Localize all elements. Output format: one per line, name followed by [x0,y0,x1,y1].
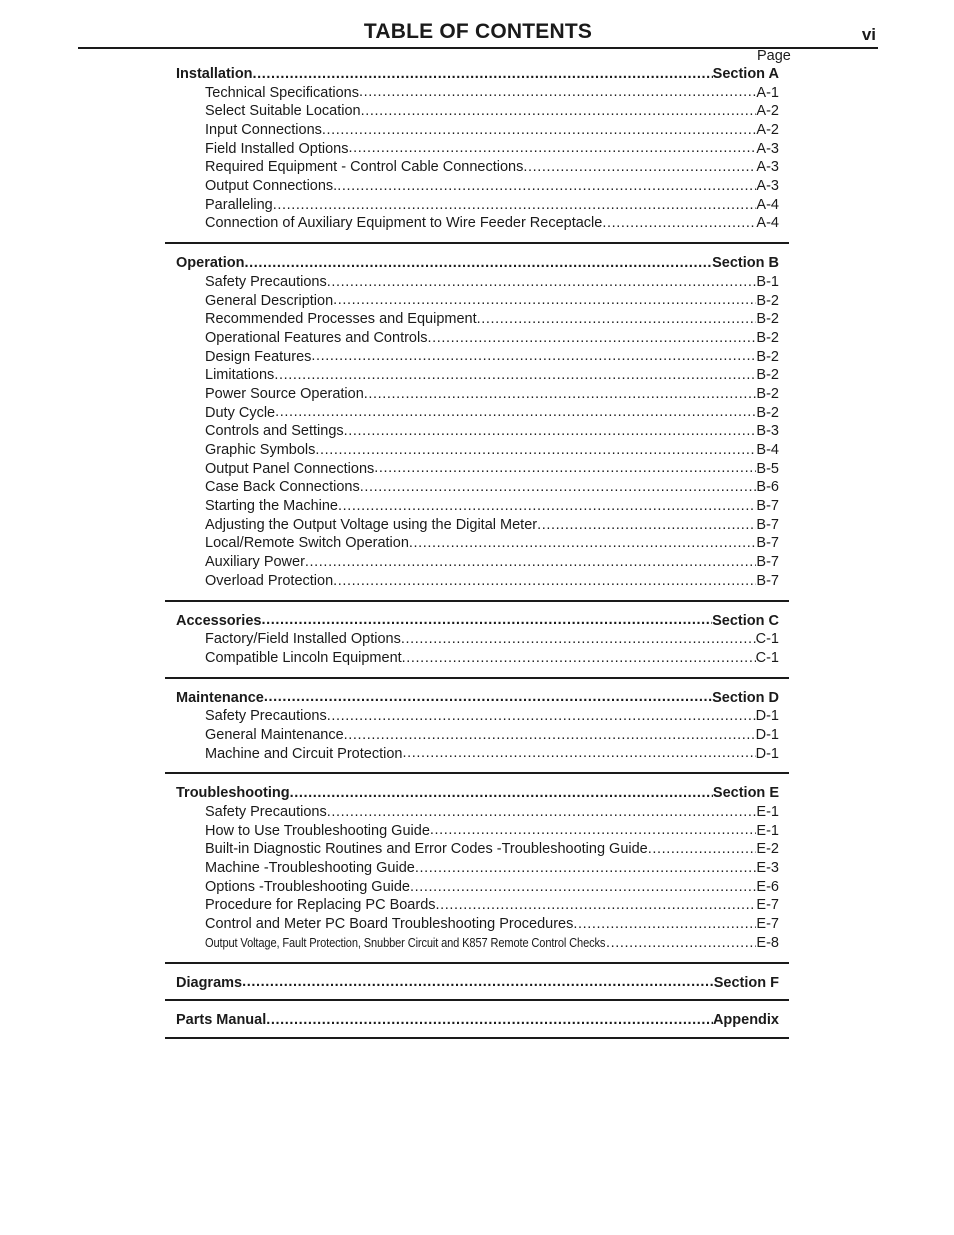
entry-page: E-3 [756,860,779,877]
entry-label: Adjusting the Output Voltage using the Digital Meter [205,516,538,533]
toc-entry[interactable] [165,102,789,121]
toc-entry[interactable] [165,535,789,554]
entry-label: Options -Troubleshooting Guide [205,878,410,895]
toc-entry[interactable] [165,915,789,934]
dot-leader [253,67,713,84]
entry-label: Procedure for Replacing PC Boards [205,897,436,914]
dot-leader [333,293,756,310]
section-page: Section B [712,255,779,272]
toc-entry[interactable] [165,292,789,311]
toc-entry[interactable] [165,329,789,348]
toc-entry[interactable] [165,422,789,441]
toc-section-heading[interactable] [165,1011,789,1030]
dot-leader [606,936,756,953]
toc-entry[interactable] [165,707,789,726]
toc-entry[interactable] [165,196,789,215]
entry-label: Connection of Auxiliary Equipment to Wire Feeder Receptacle [205,215,603,232]
toc-entry[interactable] [165,649,789,668]
dot-leader [359,85,756,102]
entry-label: Machine -Troubleshooting Guide [205,860,415,877]
entry-page: B-2 [756,404,779,421]
toc-entry[interactable] [165,310,789,329]
dot-leader [337,179,756,196]
entry-label: Controls and Settings [205,423,344,440]
dot-leader [242,975,714,992]
toc-entry[interactable] [165,84,789,103]
entry-label: Graphic Symbols [205,442,316,459]
dot-leader [402,651,756,668]
dot-leader [401,632,756,649]
toc-section [165,602,789,679]
dot-leader [305,555,757,572]
entry-page: A-4 [756,215,779,232]
entry-label: Required Equipment - Control Cable Connections [205,159,524,176]
entry-label: Technical Specifications [205,84,359,101]
toc-entry[interactable] [165,177,789,196]
entry-label: Recommended Processes and Equipment [205,311,477,328]
toc-section [165,964,789,1002]
dot-leader [311,349,756,366]
entry-label: Safety Precautions [205,708,327,725]
entry-page: B-7 [756,572,779,589]
toc-entry[interactable] [165,497,789,516]
dot-leader [244,256,712,273]
toc-entry[interactable] [165,348,789,367]
dot-leader [315,443,756,460]
entry-page: B-1 [756,273,779,290]
toc-section [165,774,789,963]
entry-page: B-7 [756,516,779,533]
section-page: Section C [712,612,779,629]
section-title: Parts Manual [176,1012,267,1029]
entry-page: B-7 [756,498,779,515]
dot-leader [344,728,756,745]
entry-page: C-1 [755,631,779,648]
page-column-label: Page [757,48,791,64]
entry-page: B-6 [756,479,779,496]
entry-page: A-3 [756,159,779,176]
dot-leader [602,216,756,233]
toc-entry[interactable] [165,460,789,479]
section-page: Section E [712,785,779,802]
entry-label: How to Use Troubleshooting Guide [205,822,430,839]
dot-leader [573,917,756,934]
toc-section-heading[interactable] [165,784,789,803]
toc-entry[interactable] [165,934,789,953]
dot-leader [344,424,757,441]
entry-label: Operational Features and Controls [205,329,428,346]
entry-page: B-2 [756,367,779,384]
section-title: Troubleshooting [176,785,290,802]
toc-entry[interactable] [165,553,789,572]
entry-page: B-2 [756,385,779,402]
entry-page: A-4 [756,196,779,213]
toc-entry[interactable] [165,140,789,159]
toc-entry[interactable] [165,897,789,916]
toc-entry[interactable] [165,441,789,460]
entry-label: Duty Cycle [205,404,276,421]
toc-entry[interactable] [165,158,789,177]
toc-entry[interactable] [165,630,789,649]
toc-entry[interactable] [165,121,789,140]
entry-label: Output Panel Connections [205,460,375,477]
dot-leader [322,123,757,140]
entry-page: B-3 [756,423,779,440]
section-title: Operation [176,255,245,272]
section-title: Accessories [176,612,262,629]
entry-label: Input Connections [205,122,322,139]
toc-entry[interactable] [165,572,789,591]
entry-label: Power Source Operation [205,385,364,402]
entry-page: E-6 [756,878,779,895]
section-page: Appendix [712,1012,779,1029]
dot-leader [523,160,756,177]
dot-leader [290,786,713,803]
toc-entry[interactable] [165,516,789,535]
entry-page: E-7 [756,897,779,914]
entry-page: E-8 [756,934,779,951]
entry-label: Field Installed Options [205,140,349,157]
page-number: vi [861,25,876,44]
toc-entry[interactable] [165,215,789,234]
entry-label: Output Connections. [205,178,338,195]
toc-entry[interactable] [165,366,789,385]
entry-label: Design Features [205,348,312,365]
entry-label: Select Suitable Location [205,103,361,120]
entry-page: D-1 [755,726,779,743]
entry-label: Compatible Lincoln Equipment [205,649,402,666]
dot-leader [327,805,757,822]
toc-entry[interactable] [165,726,789,745]
page-header [78,18,878,48]
entry-page: A-2 [756,122,779,139]
entry-page: B-2 [756,348,779,365]
toc-entry[interactable] [165,803,789,822]
toc-section-heading[interactable] [165,974,789,993]
dot-leader [415,861,757,878]
entry-label: Overload Protection [205,572,334,589]
page-title: TABLE OF CONTENTS [363,20,593,43]
toc-section-heading[interactable] [165,689,789,708]
toc-section [165,1001,789,1039]
toc-section [165,679,789,775]
section-title: Maintenance [176,689,264,706]
dot-leader [333,574,756,591]
entry-page: E-2 [756,841,779,858]
entry-label: Paralleling [205,196,273,213]
entry-page: A-2 [756,103,779,120]
toc-entry[interactable] [165,840,789,859]
entry-label: Safety Precautions [205,273,327,290]
dot-leader [274,368,756,385]
dot-leader [477,312,757,329]
entry-label: Auxiliary Power [205,554,305,571]
dot-leader [409,536,757,553]
dot-leader [436,898,757,915]
entry-page: E-7 [756,916,779,933]
entry-page: B-2 [756,292,779,309]
entry-label: Factory/Field Installed Options [205,631,401,648]
section-page: Section D [712,689,779,706]
entry-page: B-4 [756,442,779,459]
entry-page: D-1 [755,745,779,762]
dot-leader [427,331,756,348]
dot-leader [410,880,756,897]
dot-leader [338,499,756,516]
toc-section-heading[interactable] [165,254,789,273]
dot-leader [360,480,757,497]
entry-page: A-1 [756,84,779,101]
entry-page: B-7 [756,554,779,571]
toc-entry[interactable] [165,822,789,841]
entry-page: B-7 [756,535,779,552]
dot-leader [361,104,757,121]
dot-leader [327,275,757,292]
section-title: Diagrams [176,974,243,991]
entry-label: Case Back Connections [205,479,360,496]
entry-page: B-2 [756,329,779,346]
toc-entry[interactable] [165,478,789,497]
dot-leader [273,198,757,215]
entry-label: Machine and Circuit Protection [205,745,403,762]
dot-leader [537,518,756,535]
entry-page: B-5 [756,460,779,477]
toc-section [165,244,789,601]
entry-label: Limitations [205,367,275,384]
dot-leader [430,823,757,840]
entry-label: General Maintenance [205,726,344,743]
section-title: Installation [176,65,253,82]
dot-leader [364,387,757,404]
entry-label: Local/Remote Switch Operation [205,535,409,552]
toc-section [165,65,789,244]
toc-entry[interactable] [165,878,789,897]
dot-leader [374,461,756,478]
toc-entry[interactable] [165,385,789,404]
entry-page: A-3 [756,140,779,157]
entry-page: E-1 [756,804,779,821]
entry-label: Safety Precautions [205,804,327,821]
entry-page: D-1 [755,708,779,725]
dot-leader [264,690,712,707]
toc-section-heading[interactable] [165,65,789,84]
dot-leader [275,405,756,422]
section-page: Section A [712,65,779,82]
table-of-contents [165,65,789,1039]
entry-label: General Description [205,292,334,309]
entry-page: B-2 [756,311,779,328]
dot-leader [348,141,756,158]
entry-page: E-1 [756,822,779,839]
entry-page: C-1 [755,649,779,666]
section-page: Section F [713,974,779,991]
dot-leader [327,709,756,726]
dot-leader [648,842,757,859]
dot-leader [402,746,755,763]
toc-section-heading[interactable] [165,612,789,631]
dot-leader [266,1013,713,1030]
toc-entry[interactable] [165,745,789,764]
entry-label: Starting the Machine [205,498,338,515]
entry-label: Control and Meter PC Board Troubleshooting Procedures [205,916,574,933]
dot-leader [261,613,712,630]
toc-entry[interactable] [165,273,789,292]
toc-entry[interactable] [165,859,789,878]
entry-label: Built-in Diagnostic Routines and Error Codes -Troubleshooting Guide [205,841,648,858]
toc-entry[interactable] [165,404,789,423]
entry-label: Output Voltage, Fault Protection, Snubber Circuit and K857 Remote Control Checks [205,935,606,950]
entry-page: A-3 [756,178,779,195]
